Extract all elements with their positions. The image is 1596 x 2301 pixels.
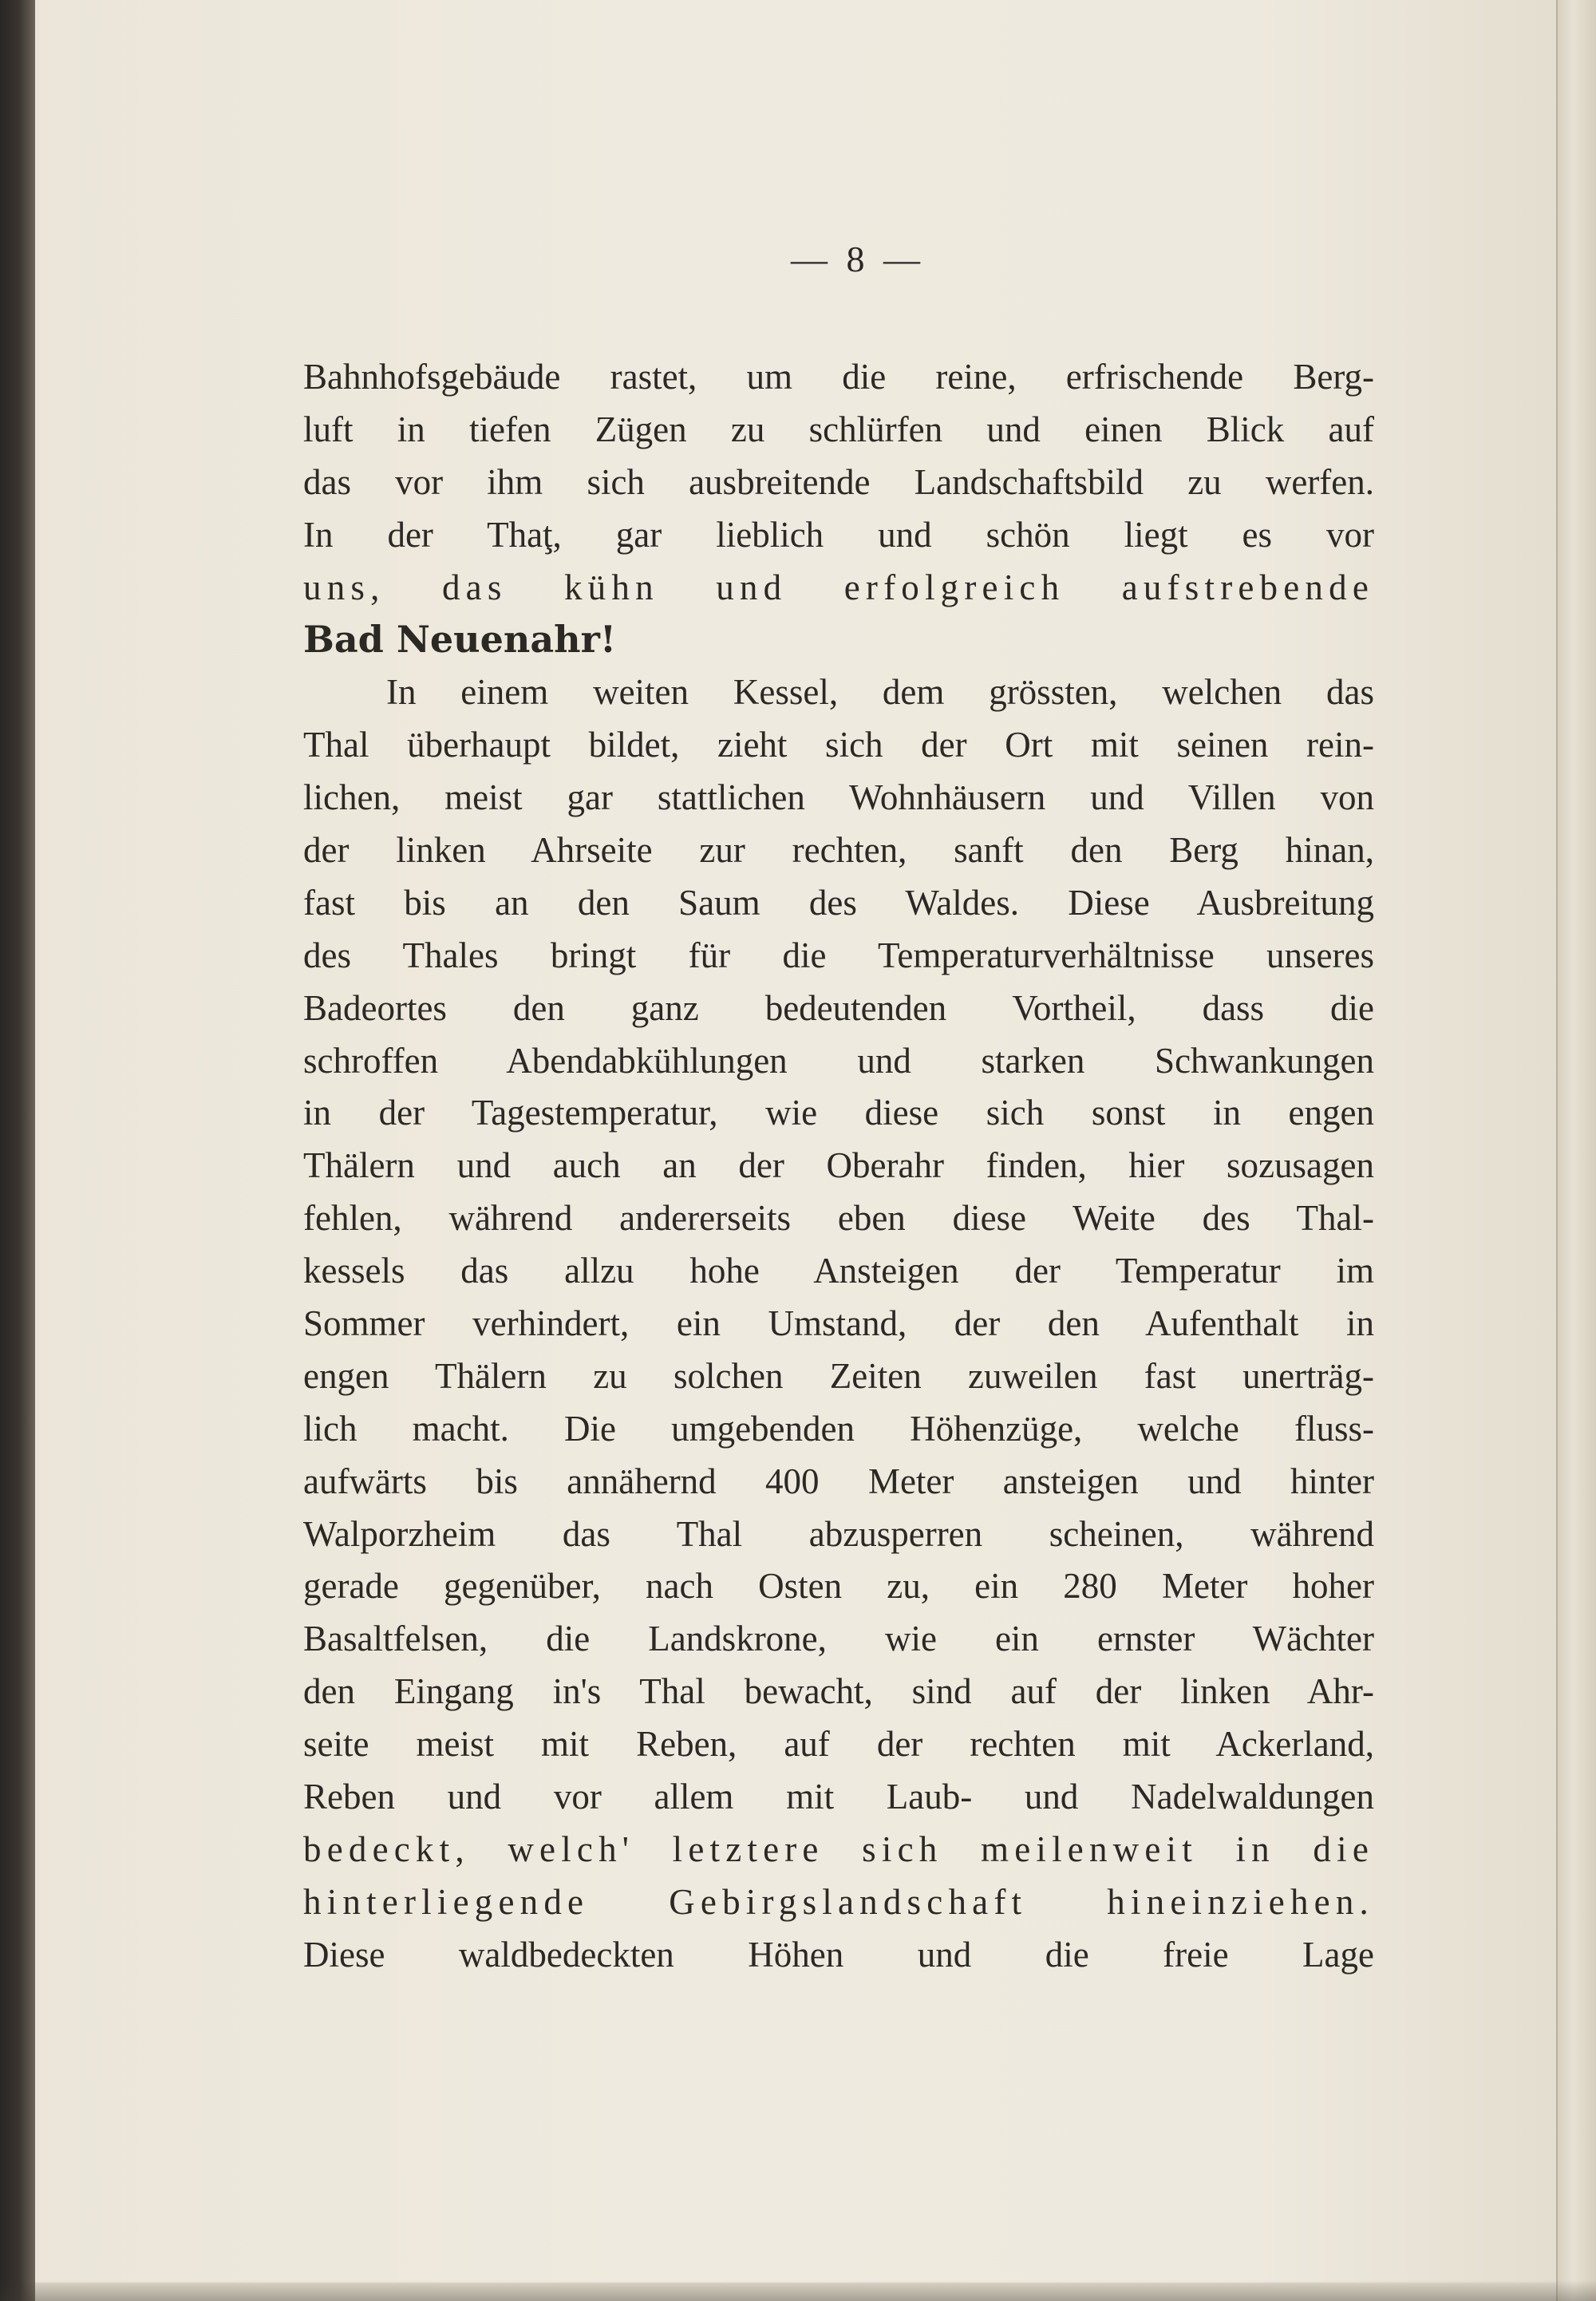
text-line: lichen, meist gar stattlichen Wohnhäusern und Villen von (303, 777, 1374, 818)
page-number: — 8 — (791, 239, 925, 279)
text-line: luft in tiefen Zügen zu schlürfen und einen Blick auf (303, 409, 1374, 449)
text-line: den Eingang in's Thal bewacht, sind auf der linken Ahr- (303, 1671, 1374, 1712)
text-line: Basaltfelsen, die Landskrone, wie ein ernster Wächter (303, 1619, 1374, 1659)
text-line: Walporzheim das Thal abzusperren scheinen, während (303, 1513, 1374, 1554)
text-line: bedeckt, welch' letztere sich meilenweit in die (303, 1829, 1374, 1869)
text-line: Diese waldbedeckten Höhen und die freie Lage (303, 1934, 1374, 1975)
text-line: des Thales bringt für die Temperaturverhältnisse unseres (303, 935, 1374, 975)
text-line: aufwärts bis annähernd 400 Meter ansteigen und hinter (303, 1461, 1374, 1501)
text-line: Badeortes den ganz bedeutenden Vortheil, dass die (303, 987, 1374, 1028)
text-line: In einem weiten Kessel, dem grössten, welchen das (386, 672, 1374, 713)
text-line: In der Thaţ, gar lieblich und schön liegt es vor (303, 514, 1374, 555)
text-line: engen Thälern zu solchen Zeiten zuweilen fast unerträg- (303, 1355, 1374, 1396)
book-binding (0, 0, 35, 2301)
text-line: Thal überhaupt bildet, zieht sich der Ort mit seinen rein- (303, 725, 1374, 765)
text-line: das vor ihm sich ausbreitende Landschaftsbild zu werfen. (303, 461, 1374, 502)
text-line: kessels das allzu hohe Ansteigen der Temperatur im (303, 1251, 1374, 1291)
text-line: Reben und vor allem mit Laub- und Nadelwaldungen (303, 1777, 1374, 1817)
text-line: Bahnhofsgebäude rastet, um die reine, erfrischende Berg- (303, 357, 1374, 397)
text-line: fehlen, während andererseits eben diese Weite des Thal- (303, 1198, 1374, 1239)
text-line: lich macht. Die umgebenden Höhenzüge, welche fluss- (303, 1408, 1374, 1449)
bottom-shadow (0, 2280, 1596, 2301)
page-edge (1556, 0, 1596, 2301)
text-line: seite meist mit Reben, auf der rechten mit Ackerland, (303, 1724, 1374, 1765)
text-line: gerade gegenüber, nach Osten zu, ein 280 Meter hoher (303, 1566, 1374, 1607)
text-line: in der Tagestemperatur, wie diese sich sonst in engen (303, 1093, 1374, 1133)
text-line: uns, das kühn und erfolgreich aufstrebende (303, 567, 1374, 607)
heading-bad-neuenahr: Bad Neuenahr! (303, 618, 617, 662)
body-text (303, 351, 1374, 1982)
text-line: der linken Ahrseite zur rechten, sanft den Berg hinan, (303, 830, 1374, 871)
text-line: Sommer verhindert, ein Umstand, der den Aufenthalt in (303, 1303, 1374, 1344)
text-line: Thälern und auch an der Oberahr finden, hier sozusagen (303, 1145, 1374, 1186)
text-line: hinterliegende Gebirgslandschaft hineinziehen. (303, 1881, 1374, 1922)
text-line: fast bis an den Saum des Waldes. Diese Ausbreitung (303, 882, 1374, 923)
text-line: schroffen Abendabkühlungen und starken Schwankungen (303, 1040, 1374, 1081)
